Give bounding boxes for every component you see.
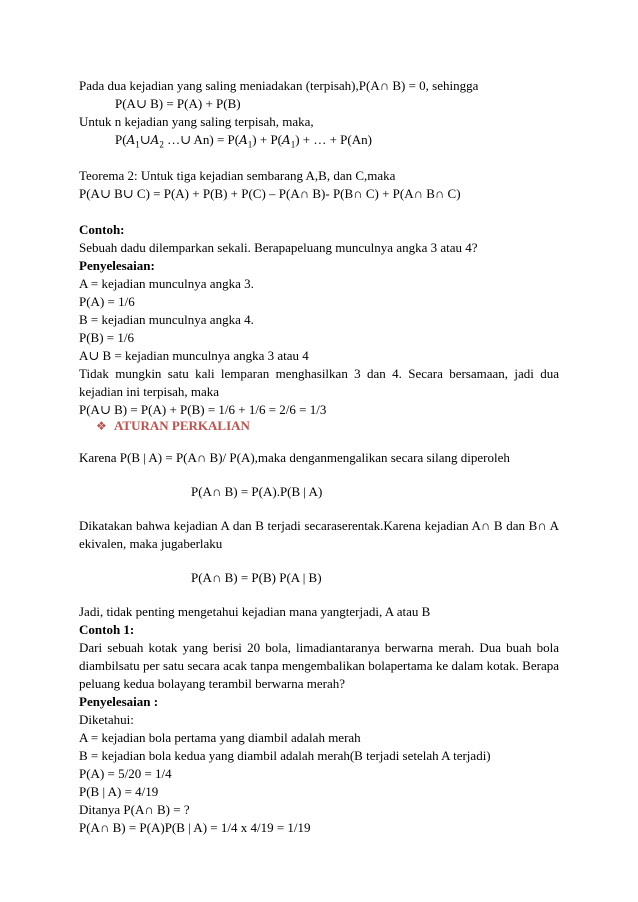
paragraph-line: Dikatakan bahwa kejadian A dan B terjadi secaraserentak.Karena kejadian A∩ B dan B∩ A	[79, 518, 559, 533]
math-subscript: 2	[159, 139, 164, 150]
text-line: P(A∪ B) = P(A) + P(B) = 1/6 + 1/6 = 2/6 = 1/3	[79, 402, 327, 417]
paragraph-line: ekivalen, maka jugaberlaku	[79, 536, 223, 551]
section-heading-text: ATURAN PERKALIAN	[114, 418, 250, 433]
text-line: A = kejadian munculnya angka 3.	[79, 276, 254, 291]
text-line: Jadi, tidak penting mengetahui kejadian mana yangterjadi, A atau B	[79, 604, 431, 619]
example-heading: Contoh:	[79, 222, 125, 237]
text-line: Karena P(B | A) = P(A∩ B)/ P(A),maka denganmengalikan secara silang diperoleh	[79, 450, 510, 465]
text-line-disjoint-intro: Pada dua kejadian yang saling meniadakan (terpisah),P(A∩ B) = 0, sehingga	[79, 78, 479, 93]
example-1-heading: Contoh 1:	[79, 622, 135, 637]
text-line: Ditanya P(A∩ B) = ?	[79, 802, 190, 817]
text-line: P(A∩ B) = P(A)P(B | A) = 1/4 x 4/19 = 1/19	[79, 820, 311, 835]
solution-heading: Penyelesaian:	[79, 258, 155, 273]
section-heading-multiplication-rule	[96, 418, 250, 434]
paragraph-line: Tidak mungkin satu kali lemparan menghasilkan 3 dan 4. Secara bersamaan, jadi dua	[79, 366, 559, 381]
formula-part: ) + … + P(An)	[295, 132, 372, 147]
solution-heading: Penyelesaian :	[79, 694, 159, 709]
formula-multiplication-alt: P(A∩ B) = P(B) P(A | B)	[191, 570, 322, 585]
paragraph-line: Dari sebuah kotak yang berisi 20 bola, limadiantaranya berwarna merah. Dua buah bola	[79, 640, 559, 655]
text-line: A∪ B = kejadian munculnya angka 3 atau 4	[79, 348, 309, 363]
paragraph-line: kejadian ini terpisah, maka	[79, 384, 220, 399]
math-subscript: 1	[290, 139, 296, 150]
formula-part: P(	[115, 132, 127, 147]
formula-part: ∪	[139, 132, 151, 147]
math-symbol: A	[150, 133, 160, 147]
formula-part: ) + P(	[252, 132, 283, 147]
text-line-n-events: Untuk n kejadian yang saling terpisah, maka,	[79, 114, 314, 129]
formula-union-two: P(A∪ B) = P(A) + P(B)	[115, 96, 241, 111]
math-symbol: A	[239, 133, 248, 147]
paragraph-line: peluang kedua bolayang terambil berwarna merah?	[79, 676, 346, 691]
text-line: P(A) = 5/20 = 1/4	[79, 766, 172, 781]
theorem-2-heading: Teorema 2: Untuk tiga kejadian sembarang A,B, dan C,maka	[79, 168, 396, 183]
math-subscript: 1	[135, 139, 140, 150]
paragraph-line: diambilsatu per satu secara acak tanpa mengembalikan bolapertama ke dalam kotak. Berapa	[79, 658, 559, 673]
text-line: B = kejadian bola kedua yang diambil adalah merah(B terjadi setelah A terjadi)	[79, 748, 491, 763]
text-line: B = kejadian munculnya angka 4.	[79, 312, 254, 327]
diamond-bullet-icon: ❖	[96, 419, 107, 433]
text-line: P(B) = 1/6	[79, 330, 135, 345]
formula-part: …∪ An) = P(	[163, 132, 240, 147]
math-symbol: A	[126, 133, 136, 147]
formula-multiplication: P(A∩ B) = P(A).P(B | A)	[191, 484, 323, 499]
text-line: P(B | A) = 4/19	[79, 784, 159, 799]
example-question: Sebuah dadu dilemparkan sekali. Berapapeluang munculnya angka 3 atau 4?	[79, 240, 478, 255]
math-symbol: A	[282, 133, 291, 147]
math-subscript: 1	[247, 139, 253, 150]
formula-union-n	[115, 132, 372, 153]
text-line: A = kejadian bola pertama yang diambil adalah merah	[79, 730, 361, 745]
text-line: Diketahui:	[79, 712, 134, 727]
text-line: P(A) = 1/6	[79, 294, 135, 309]
formula-union-three: P(A∪ B∪ C) = P(A) + P(B) + P(C) – P(A∩ B)- P(B∩ C) + P(A∩ B∩ C)	[79, 186, 461, 201]
